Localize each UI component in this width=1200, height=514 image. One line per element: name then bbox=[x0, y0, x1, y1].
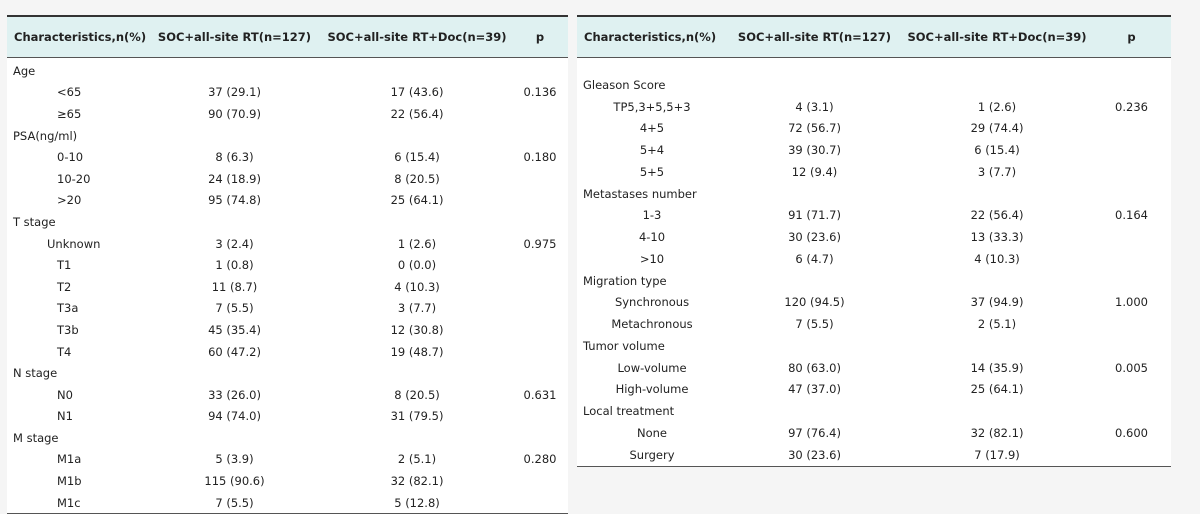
group-header-row bbox=[577, 183, 1171, 205]
cell-p-value bbox=[512, 276, 568, 298]
cell-rt-value: 80 (63.0) bbox=[788, 360, 841, 375]
group-header-row bbox=[7, 58, 568, 82]
table-row bbox=[7, 146, 568, 168]
cell-rt-doc-value: 8 (20.5) bbox=[394, 171, 440, 186]
row-label: PSA(ng/ml) bbox=[13, 128, 78, 143]
cell-rt-value bbox=[147, 125, 322, 147]
row-label: Metastases number bbox=[583, 186, 697, 201]
cell-rt-value: 6 (4.7) bbox=[795, 251, 834, 266]
cell-rt-value: 94 (74.0) bbox=[208, 409, 261, 424]
cell-rt-value bbox=[147, 211, 322, 233]
cell-rt-value: 7 (5.5) bbox=[147, 492, 322, 514]
cell-rt-doc-value bbox=[322, 211, 512, 233]
cell-p-value bbox=[1092, 248, 1171, 270]
row-label: 5+5 bbox=[639, 164, 665, 179]
row-label: Surgery bbox=[577, 444, 727, 466]
cell-p-value bbox=[1092, 226, 1171, 248]
row-label: High-volume bbox=[615, 382, 689, 397]
cell-rt-value: 5 (3.9) bbox=[215, 452, 254, 467]
table-row bbox=[577, 118, 1171, 140]
spacer-row bbox=[577, 58, 1171, 75]
cell-p-value: 0.164 bbox=[1115, 208, 1148, 223]
cell-rt-doc-value: 19 (48.7) bbox=[390, 344, 444, 359]
col-header-rt: SOC+all-site RT(n=127) bbox=[147, 16, 322, 58]
table-row bbox=[7, 190, 568, 212]
cell-rt-doc-value bbox=[902, 74, 1092, 96]
row-label: Age bbox=[13, 63, 36, 78]
table-body bbox=[577, 58, 1171, 467]
row-label: Synchronous bbox=[614, 295, 690, 310]
group-header-row bbox=[577, 335, 1171, 357]
row-label: None bbox=[636, 425, 667, 440]
cell-rt-value: 97 (76.4) bbox=[788, 425, 841, 440]
cell-rt-doc-value: 1 (2.6) bbox=[397, 236, 437, 251]
cell-rt-value: 37 (29.1) bbox=[208, 85, 261, 100]
table-row bbox=[577, 226, 1171, 248]
col-header-rt-doc: SOC+all-site RT+Doc(n=39) bbox=[322, 16, 512, 58]
cell-p-value bbox=[512, 211, 568, 233]
table-row bbox=[7, 298, 568, 320]
table-row bbox=[7, 276, 568, 298]
cell-rt-value bbox=[147, 362, 322, 384]
cell-p-value bbox=[512, 254, 568, 276]
row-label: Low-volume bbox=[617, 360, 687, 375]
cell-rt-value bbox=[727, 400, 902, 422]
cell-rt-doc-value: 3 (7.7) bbox=[977, 164, 1017, 179]
cell-rt-doc-value: 31 (79.5) bbox=[390, 409, 444, 424]
cell-rt-value bbox=[147, 58, 322, 82]
row-label: 5+4 bbox=[639, 143, 665, 158]
cell-p-value bbox=[1092, 118, 1171, 140]
cell-rt-doc-value: 22 (56.4) bbox=[970, 208, 1024, 223]
col-header-characteristics: Characteristics,n(%) bbox=[577, 16, 727, 58]
cell-rt-doc-value: 4 (10.3) bbox=[394, 279, 440, 294]
table-row bbox=[577, 96, 1171, 118]
table-row bbox=[577, 248, 1171, 270]
cell-p-value bbox=[512, 125, 568, 147]
cell-rt-doc-value: 3 (7.7) bbox=[397, 301, 437, 316]
cell-p-value: 0.180 bbox=[523, 150, 557, 165]
row-label: Metachronous bbox=[611, 317, 693, 332]
cell-p-value bbox=[1092, 161, 1171, 183]
col-header-rt-doc: SOC+all-site RT+Doc(n=39) bbox=[902, 16, 1092, 58]
cell-p-value bbox=[1092, 270, 1171, 292]
cell-rt-doc-value: 29 (74.4) bbox=[970, 121, 1024, 136]
cell-p-value bbox=[512, 319, 568, 341]
cell-rt-doc-value: 5 (12.8) bbox=[322, 492, 512, 514]
cell-rt-doc-value bbox=[902, 400, 1092, 422]
cell-rt-value bbox=[147, 427, 322, 449]
cell-rt-value: 30 (23.6) bbox=[788, 230, 841, 245]
cell-rt-value: 8 (6.3) bbox=[215, 150, 254, 165]
row-label: <65 bbox=[57, 85, 82, 100]
table-row bbox=[577, 422, 1171, 444]
row-label: T2 bbox=[57, 279, 72, 294]
cell-p-value bbox=[512, 190, 568, 212]
cell-rt-value: 60 (47.2) bbox=[208, 344, 261, 359]
cell-rt-value: 95 (74.8) bbox=[208, 193, 261, 208]
table-body bbox=[7, 58, 568, 514]
cell-p-value: 0.280 bbox=[523, 452, 557, 467]
cell-rt-doc-value bbox=[322, 362, 512, 384]
table-row bbox=[7, 492, 568, 514]
cell-rt-doc-value: 8 (20.5) bbox=[394, 387, 440, 402]
table-row bbox=[577, 444, 1171, 466]
cell-rt-value bbox=[727, 270, 902, 292]
cell-rt-doc-value bbox=[902, 335, 1092, 357]
table-row bbox=[577, 292, 1171, 314]
table-row bbox=[7, 254, 568, 276]
cell-rt-value: 24 (18.9) bbox=[208, 171, 261, 186]
table-row bbox=[7, 103, 568, 125]
row-label: N1 bbox=[57, 409, 73, 424]
cell-rt-doc-value bbox=[902, 270, 1092, 292]
row-label: N stage bbox=[13, 366, 58, 381]
cell-p-value bbox=[512, 362, 568, 384]
cell-rt-value bbox=[727, 74, 902, 96]
row-label: M1b bbox=[57, 474, 82, 489]
group-header-row bbox=[577, 74, 1171, 96]
table-row bbox=[577, 357, 1171, 379]
cell-p-value bbox=[512, 168, 568, 190]
cell-rt-value: 72 (56.7) bbox=[788, 121, 841, 136]
cell-p-value bbox=[1092, 335, 1171, 357]
cell-p-value bbox=[512, 341, 568, 363]
cell-rt-doc-value: 25 (64.1) bbox=[390, 193, 444, 208]
col-header-rt: SOC+all-site RT(n=127) bbox=[727, 16, 902, 58]
cell-rt-doc-value: 6 (15.4) bbox=[974, 143, 1020, 158]
row-label: T4 bbox=[57, 344, 72, 359]
cell-rt-value: 91 (71.7) bbox=[788, 208, 841, 223]
row-label: >20 bbox=[57, 193, 82, 208]
cell-p-value bbox=[1092, 313, 1171, 335]
cell-p-value bbox=[1092, 183, 1171, 205]
cell-rt-doc-value bbox=[902, 183, 1092, 205]
table-row bbox=[7, 406, 568, 428]
table-header-row bbox=[7, 16, 568, 58]
left-characteristics-table bbox=[7, 15, 568, 514]
cell-p-value: 1.000 bbox=[1115, 295, 1148, 310]
table-row bbox=[7, 341, 568, 363]
row-label: M stage bbox=[13, 430, 59, 445]
cell-p-value: 0.975 bbox=[523, 236, 557, 251]
right-characteristics-table bbox=[577, 15, 1171, 467]
cell-rt-value: 12 (9.4) bbox=[791, 164, 838, 179]
row-label: Migration type bbox=[583, 273, 667, 288]
cell-rt-doc-value: 7 (17.9) bbox=[902, 444, 1092, 466]
cell-p-value bbox=[512, 406, 568, 428]
row-label: M1a bbox=[57, 452, 82, 467]
table-row bbox=[577, 379, 1171, 401]
group-header-row bbox=[7, 211, 568, 233]
cell-rt-doc-value: 2 (5.1) bbox=[977, 317, 1017, 332]
row-label: TP5,3+5,5+3 bbox=[613, 99, 691, 114]
cell-p-value bbox=[512, 58, 568, 82]
row-label: T stage bbox=[13, 214, 56, 229]
cell-p-value bbox=[1092, 400, 1171, 422]
cell-rt-doc-value: 14 (35.9) bbox=[970, 360, 1024, 375]
cell-p-value bbox=[1092, 444, 1171, 466]
cell-rt-doc-value: 4 (10.3) bbox=[974, 251, 1020, 266]
col-header-p: p bbox=[1092, 16, 1171, 58]
cell-rt-doc-value: 2 (5.1) bbox=[397, 452, 437, 467]
cell-p-value bbox=[512, 427, 568, 449]
table-row bbox=[577, 139, 1171, 161]
cell-p-value bbox=[512, 298, 568, 320]
cell-rt-value: 39 (30.7) bbox=[788, 143, 841, 158]
table-row bbox=[7, 384, 568, 406]
cell-rt-value: 30 (23.6) bbox=[727, 444, 902, 466]
group-header-row bbox=[7, 362, 568, 384]
cell-rt-value: 1 (0.8) bbox=[215, 258, 254, 273]
table-row bbox=[577, 161, 1171, 183]
cell-p-value: 0.136 bbox=[523, 85, 557, 100]
group-header-row bbox=[577, 400, 1171, 422]
group-header-row bbox=[577, 270, 1171, 292]
cell-rt-value: 4 (3.1) bbox=[795, 99, 834, 114]
row-label: Gleason Score bbox=[583, 77, 666, 92]
cell-rt-doc-value: 13 (33.3) bbox=[970, 230, 1024, 245]
row-label: 4+5 bbox=[639, 121, 665, 136]
cell-rt-value: 7 (5.5) bbox=[215, 301, 254, 316]
cell-rt-value: 11 (8.7) bbox=[211, 279, 258, 294]
row-label: 10-20 bbox=[57, 171, 91, 186]
row-label: Unknown bbox=[47, 236, 101, 251]
cell-p-value bbox=[512, 492, 568, 514]
cell-rt-doc-value bbox=[322, 125, 512, 147]
group-header-row bbox=[7, 427, 568, 449]
cell-rt-value bbox=[727, 335, 902, 357]
cell-rt-value: 90 (70.9) bbox=[208, 106, 261, 121]
cell-rt-doc-value: 32 (82.1) bbox=[390, 474, 444, 489]
cell-p-value: 0.600 bbox=[1115, 425, 1148, 440]
cell-p-value: 0.236 bbox=[1115, 99, 1148, 114]
row-label: 1-3 bbox=[642, 208, 662, 223]
row-label: N0 bbox=[57, 387, 73, 402]
cell-rt-value bbox=[727, 183, 902, 205]
cell-rt-doc-value: 32 (82.1) bbox=[970, 425, 1024, 440]
table-row bbox=[7, 168, 568, 190]
row-label: T3b bbox=[57, 322, 79, 337]
row-label: T3a bbox=[57, 301, 79, 316]
table-row bbox=[7, 319, 568, 341]
table-row bbox=[577, 205, 1171, 227]
row-label: Local treatment bbox=[583, 404, 675, 419]
cell-p-value: 0.005 bbox=[1115, 360, 1148, 375]
cell-p-value bbox=[1092, 74, 1171, 96]
cell-rt-value: 3 (2.4) bbox=[215, 236, 254, 251]
cell-p-value: 0.631 bbox=[523, 387, 557, 402]
row-label: Tumor volume bbox=[583, 338, 665, 353]
cell-rt-doc-value: 37 (94.9) bbox=[970, 295, 1024, 310]
cell-rt-doc-value: 22 (56.4) bbox=[390, 106, 444, 121]
cell-p-value bbox=[512, 470, 568, 492]
col-header-p: p bbox=[512, 16, 568, 58]
cell-p-value bbox=[1092, 379, 1171, 401]
cell-rt-doc-value: 25 (64.1) bbox=[970, 382, 1024, 397]
table-row bbox=[7, 470, 568, 492]
cell-rt-doc-value bbox=[322, 427, 512, 449]
cell-rt-value: 33 (26.0) bbox=[208, 387, 261, 402]
cell-rt-doc-value bbox=[322, 58, 512, 82]
cell-rt-value: 120 (94.5) bbox=[784, 295, 845, 310]
cell-rt-doc-value: 1 (2.6) bbox=[977, 99, 1017, 114]
cell-rt-value: 47 (37.0) bbox=[788, 382, 841, 397]
cell-rt-doc-value: 6 (15.4) bbox=[394, 150, 440, 165]
table-row bbox=[577, 313, 1171, 335]
table-header-row bbox=[577, 16, 1171, 58]
row-label: M1c bbox=[7, 492, 147, 514]
cell-p-value bbox=[512, 103, 568, 125]
cell-p-value bbox=[1092, 139, 1171, 161]
table-row bbox=[7, 449, 568, 471]
row-label: 4-10 bbox=[638, 230, 666, 245]
row-label: T1 bbox=[57, 258, 72, 273]
cell-rt-value: 45 (35.4) bbox=[208, 322, 261, 337]
table-row bbox=[7, 233, 568, 255]
row-label: >10 bbox=[639, 251, 665, 266]
group-header-row bbox=[7, 125, 568, 147]
cell-rt-value: 115 (90.6) bbox=[204, 474, 265, 489]
cell-rt-value: 7 (5.5) bbox=[795, 317, 834, 332]
col-header-characteristics: Characteristics,n(%) bbox=[7, 16, 147, 58]
cell-rt-doc-value: 12 (30.8) bbox=[390, 322, 444, 337]
table-row bbox=[7, 82, 568, 104]
cell-rt-doc-value: 17 (43.6) bbox=[390, 85, 444, 100]
row-label: ≥65 bbox=[57, 106, 82, 121]
row-label: 0-10 bbox=[57, 150, 84, 165]
cell-rt-doc-value: 0 (0.0) bbox=[397, 258, 437, 273]
